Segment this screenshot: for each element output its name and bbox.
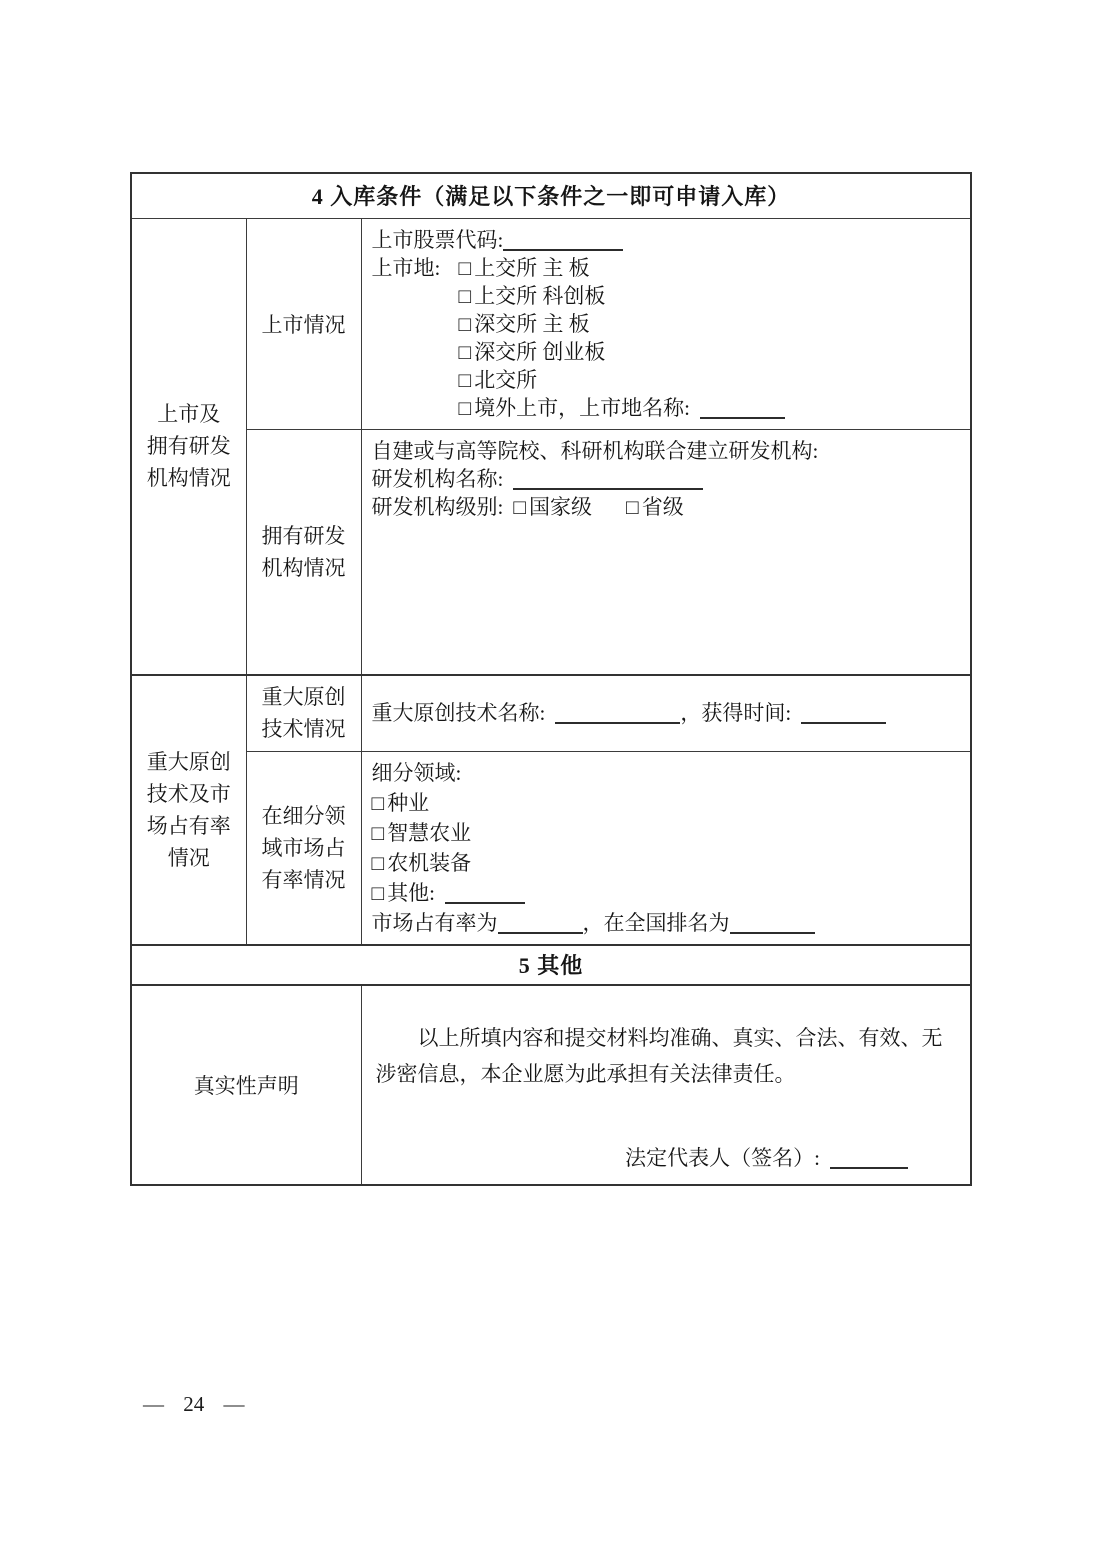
rd-institution-content [361, 429, 971, 675]
row-label-line: 机构情况 [261, 555, 346, 580]
signature-label: 法定代表人（签名）: [625, 1145, 820, 1170]
tech-name-label: 重大原创技术名称: [371, 701, 546, 726]
rd-intro-line: 自建或与高等院校、科研机构联合建立研发机构: [371, 438, 819, 463]
table-row [131, 218, 971, 429]
table-row [131, 429, 971, 675]
table-row [131, 985, 971, 1185]
group-label-line: 场占有率 [146, 813, 231, 838]
row-label-line: 有率情况 [261, 867, 346, 892]
table-row [131, 751, 971, 945]
option-label: 国家级 [529, 494, 593, 519]
segment-option [372, 878, 961, 908]
declaration-body: 以上所填内容和提交材料均准确、真实、合法、有效、无涉密信息，本企业愿为此承担有关法律责任。 [375, 1025, 943, 1086]
rd-level-label: 研发机构级别: [371, 494, 504, 519]
option-label: 省级 [641, 494, 684, 519]
section5-header: 5 其他 [131, 945, 971, 985]
segment-option [372, 848, 961, 878]
option-label: 北交所 [474, 367, 538, 392]
option-label: 上交所 主 板 [474, 255, 590, 280]
signature-line [376, 1142, 957, 1172]
option-label: 深交所 主 板 [474, 311, 590, 336]
checkbox-icon[interactable]: □ [371, 790, 385, 815]
stock-code-label: 上市股票代码: [371, 227, 504, 252]
checkbox-icon[interactable]: □ [371, 820, 385, 845]
row-label-market-share [246, 751, 361, 945]
share-label: 市场占有率为 [371, 910, 498, 935]
group-label-line: 情况 [167, 845, 210, 870]
rd-name-label: 研发机构名称: [371, 466, 504, 491]
group-label-listing-and-rd [131, 218, 246, 675]
listing-option [372, 310, 961, 338]
option-label: 种业 [387, 790, 430, 815]
checkbox-icon[interactable]: □ [371, 880, 385, 905]
rd-name-line [372, 465, 961, 493]
original-tech-content [361, 675, 971, 751]
tech-time-label: ，获得时间: [680, 701, 792, 726]
group-label-line: 机构情况 [146, 466, 231, 491]
row-label-line: 重大原创 [261, 685, 346, 710]
checkbox-icon[interactable]: □ [458, 367, 472, 392]
market-share-line [372, 908, 961, 938]
listing-status-content [361, 218, 971, 429]
page-number: — 24 — [143, 1392, 245, 1416]
market-share-content [361, 751, 971, 945]
declaration-content [361, 985, 971, 1185]
listing-option [372, 338, 961, 366]
row-label-declaration: 真实性声明 [131, 985, 361, 1185]
checkbox-icon[interactable]: □ [458, 311, 472, 336]
overseas-place-blank[interactable] [700, 399, 785, 419]
share-blank[interactable] [498, 914, 583, 934]
segment-option [372, 788, 961, 818]
checkbox-icon[interactable]: □ [458, 255, 472, 280]
listing-place-line [372, 254, 961, 282]
listing-place-label: 上市地: [371, 255, 441, 280]
row-label-line: 域市场占 [261, 835, 346, 860]
checkbox-icon[interactable]: □ [626, 494, 639, 519]
row-label-line: 在细分领 [261, 803, 346, 828]
group-label-line: 拥有研发 [146, 434, 231, 459]
segment-other-blank[interactable] [445, 884, 525, 904]
stock-code-line [372, 226, 961, 254]
tech-name-blank[interactable] [555, 704, 680, 724]
row-label-listing-status: 上市情况 [246, 218, 361, 429]
segment-label-line: 细分领域: [371, 760, 462, 785]
group-label-line: 重大原创 [146, 749, 231, 774]
checkbox-icon[interactable]: □ [458, 339, 472, 364]
checkbox-icon[interactable]: □ [371, 850, 385, 875]
option-label: 上交所 科创板 [474, 283, 606, 308]
option-label: 境外上市，上市地名称: [474, 395, 691, 420]
listing-option [372, 282, 961, 310]
section4-header: 4 入库条件（满足以下条件之一即可申请入库） [131, 173, 971, 218]
group-label-tech-and-market [131, 675, 246, 945]
row-label-rd-institution [246, 429, 361, 675]
row-label-original-tech [246, 675, 361, 751]
rd-level-line [372, 493, 961, 521]
group-label-line: 技术及市 [146, 781, 231, 806]
listing-option [372, 366, 961, 394]
option-label: 农机装备 [387, 850, 472, 875]
table-row [131, 173, 971, 218]
row-label-line: 拥有研发 [261, 523, 346, 548]
option-label: 智慧农业 [387, 820, 472, 845]
option-label: 其他: [387, 880, 436, 905]
segment-option [372, 818, 961, 848]
application-form-table [130, 172, 972, 1186]
option-label: 深交所 创业板 [474, 339, 606, 364]
row-label-line: 技术情况 [261, 717, 346, 742]
checkbox-icon[interactable]: □ [513, 494, 527, 519]
tech-time-blank[interactable] [801, 704, 886, 724]
listing-option [372, 394, 961, 422]
rd-name-blank[interactable] [513, 470, 703, 490]
table-row [131, 675, 971, 751]
signature-blank[interactable] [830, 1149, 908, 1169]
group-label-line: 上市及 [157, 402, 221, 427]
rank-blank[interactable] [730, 914, 815, 934]
stock-code-blank[interactable] [503, 231, 623, 251]
checkbox-icon[interactable]: □ [458, 395, 472, 420]
rank-label: ，在全国排名为 [582, 910, 730, 935]
table-row [131, 945, 971, 985]
checkbox-icon[interactable]: □ [458, 283, 472, 308]
